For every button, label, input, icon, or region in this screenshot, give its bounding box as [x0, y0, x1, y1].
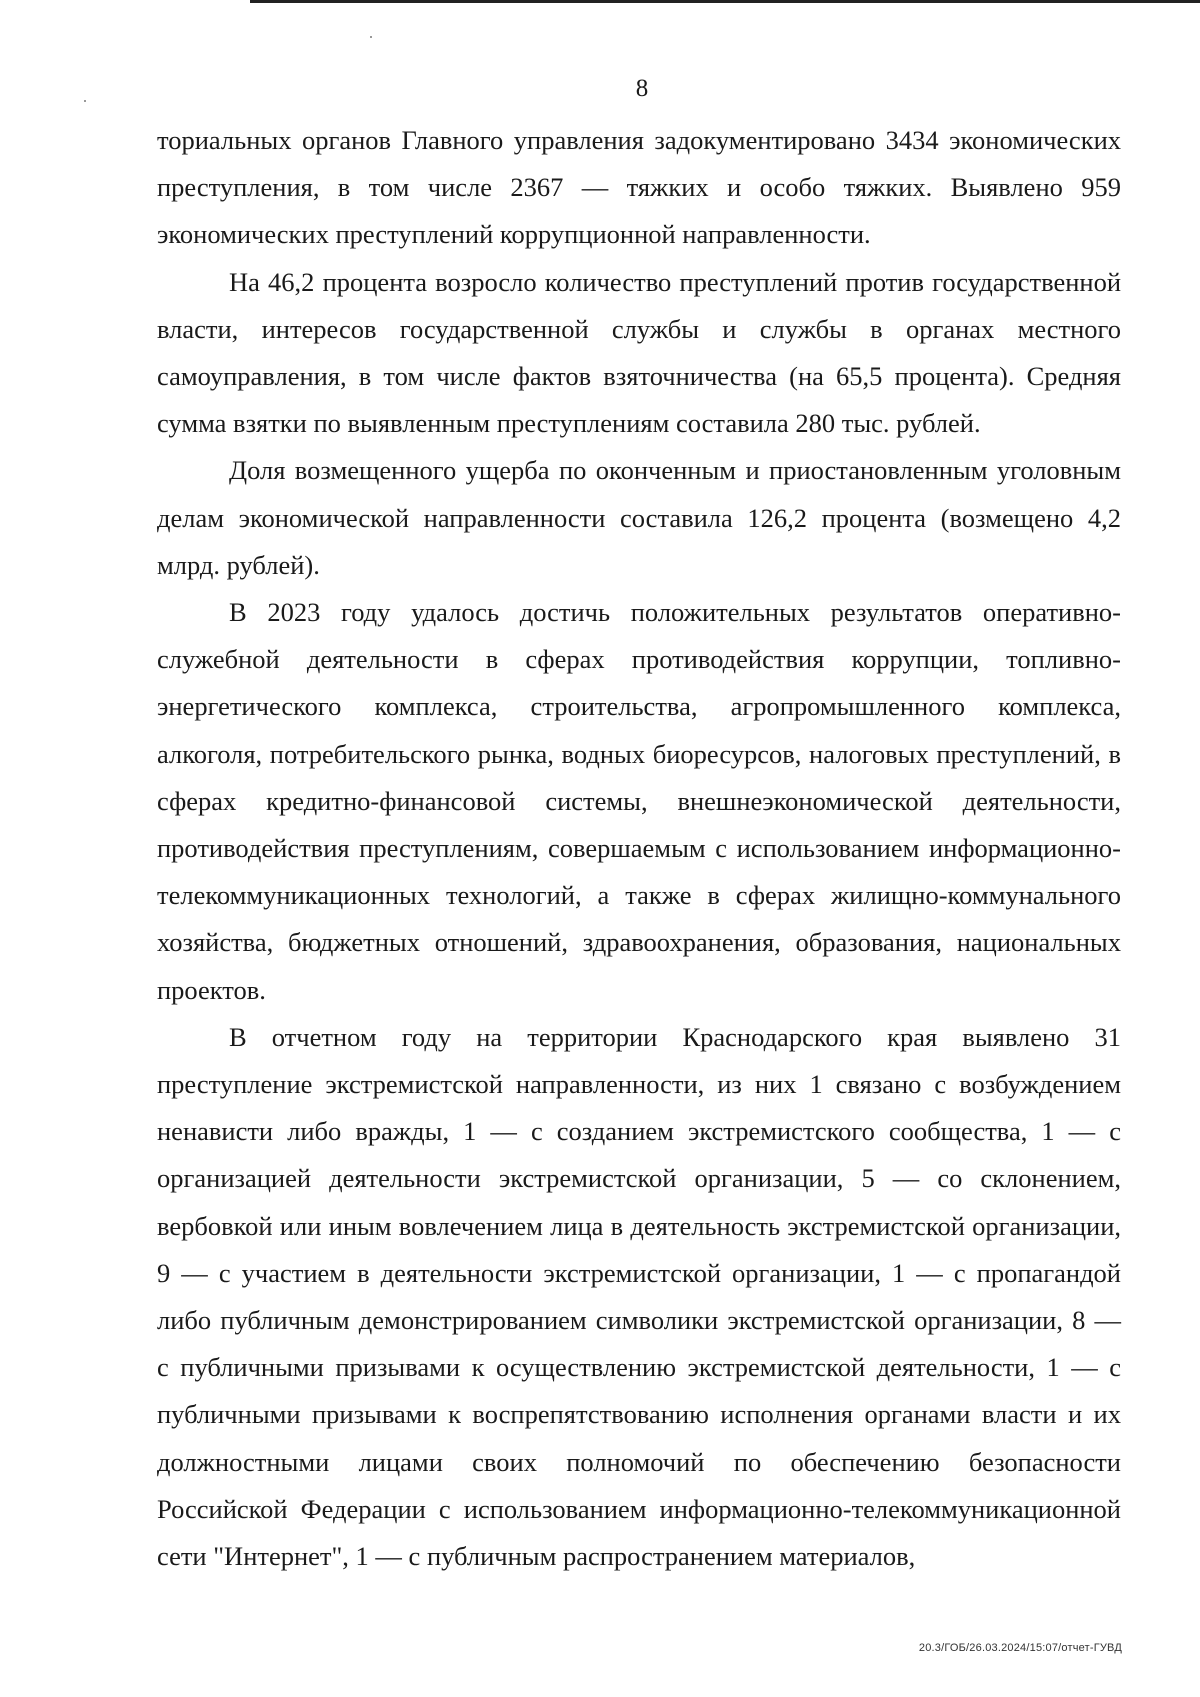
top-scan-edge	[250, 0, 1200, 3]
paragraph: В отчетном году на территории Краснодарского края выявлено 31 преступление экстремистской направленности, из них 1 связано с возбуждением ненависти либо вражды, 1 — с созданием экстремистского сообщества, 1 — с организацией деятельности экстремистской организации, 5 — со склонением, вербовкой или иным вовлечением лица в деятельность экстремистской организации, 9 — с участием в деятельности экстремистской организации, 1 — с пропагандой либо публичным демонстрированием символики экстремистской организации, 8 — с публичными призывами к осуществлению экстремистской деятельности, 1 — с публичными призывами к воспрепятствованию исполнения органами власти и их должностными лицами своих полномочий по обеспечению безопасности Российской Федерации с использованием информационно-телекоммуникационной сети "Интернет", 1 — с публичным распространением материалов,	[157, 1021, 1121, 1572]
page-number: 8	[635, 75, 649, 102]
paragraph: На 46,2 процента возросло количество преступлений против государственной власти, интересов государственной службы и службы в органах местного самоуправления, в том числе фактов взяточничества (на 65,5 процента). Средняя сумма взятки по выявленным преступлениям составила 280 тыс. рублей.	[157, 266, 1121, 439]
paragraph-continuation: ториальных органов Главного управления задокументировано 3434 экономических преступления, в том числе 2367 — тяжких и особо тяжких. Выявлено 959 экономических преступлений коррупционной направленности.	[157, 125, 1121, 250]
paragraph: В 2023 году удалось достичь положительных результатов оперативно-служебной деятельности в сферах противодействия коррупции, топливно-энергетического комплекса, строительства, агропромышленного комплекса, алкоголя, потребительского рынка, водных биоресурсов, налоговых преступлений, в сферах кредитно-финансовой системы, внешнеэкономической деятельности, противодействия преступлениям, совершаемым с использованием информационно-телекоммуникационных технологий, а также в сферах жилищно-коммунального хозяйства, бюджетных отношений, здравоохранения, образования, национальных проектов.	[157, 597, 1121, 1005]
document-footer-stamp: 20.3/ГОБ/26.03.2024/15:07/отчет-ГУВД	[918, 1642, 1122, 1654]
paragraph: Доля возмещенного ущерба по оконченным и приостановленным уголовным делам экономической направленности составила 126,2 процента (возмещено 4,2 млрд. рублей).	[157, 455, 1121, 580]
scan-speck	[370, 36, 372, 38]
document-body	[157, 117, 1121, 1580]
